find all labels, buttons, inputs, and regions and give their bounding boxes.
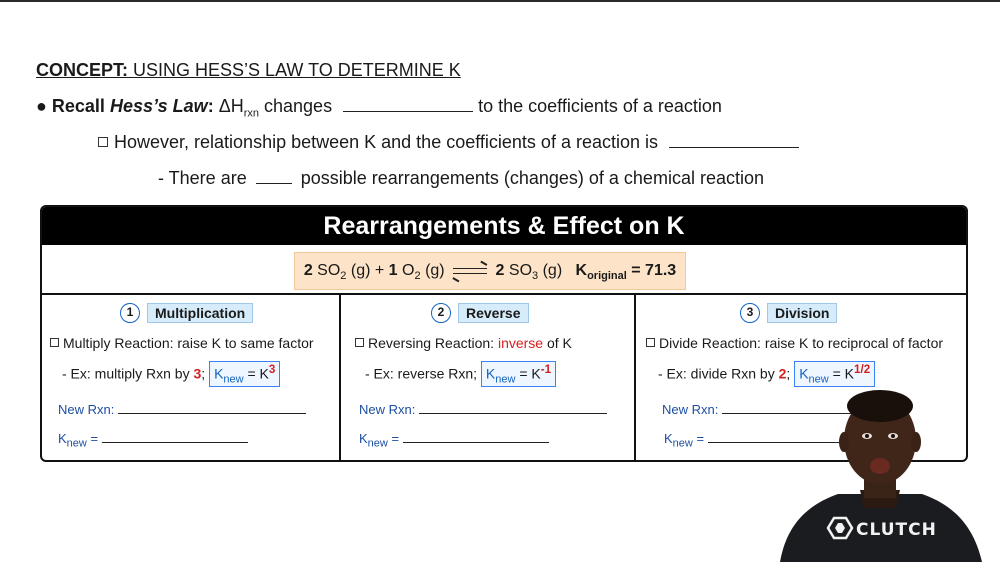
col-title-chip: Multiplication bbox=[147, 303, 253, 323]
column-reverse bbox=[341, 295, 636, 460]
species-so2: SO bbox=[317, 262, 341, 279]
top-rule bbox=[0, 0, 1000, 2]
example-factor: 3 bbox=[193, 365, 202, 382]
fill-blank-2[interactable] bbox=[669, 134, 799, 148]
checkbox-icon bbox=[355, 338, 364, 347]
rule-text bbox=[50, 335, 314, 351]
k-exp: -1 bbox=[540, 363, 552, 376]
phase-plus: (g) + bbox=[350, 262, 385, 279]
example-prefix: - Ex: multiply Rxn by bbox=[62, 365, 194, 382]
knew-eq: = bbox=[86, 431, 99, 446]
col-heading bbox=[740, 303, 837, 323]
k-relationship-text: However, relationship between K and the coefficients of a reaction is bbox=[114, 132, 658, 152]
phase-g-2: (g) bbox=[542, 262, 563, 279]
coef-1: 2 bbox=[303, 262, 313, 279]
k-value: = 71.3 bbox=[631, 262, 677, 279]
clutch-logo-text: CLUTCH bbox=[856, 520, 937, 540]
k-label: K bbox=[799, 365, 809, 382]
step-number-icon: 2 bbox=[431, 303, 451, 323]
k-sub: new bbox=[808, 373, 829, 386]
original-reaction bbox=[294, 252, 686, 290]
reaction-row bbox=[42, 245, 966, 295]
hess-law-label: Hess’s Law bbox=[109, 96, 208, 116]
rearrangements-text: possible rearrangements (changes) of a chemical reaction bbox=[300, 168, 764, 188]
k-label: K bbox=[485, 365, 496, 382]
k-sub: new bbox=[223, 373, 244, 386]
k-new-field bbox=[359, 431, 549, 450]
there-are-text: - There are bbox=[158, 168, 247, 188]
k-eq: = K bbox=[515, 365, 541, 382]
rule-text bbox=[355, 335, 572, 351]
new-rxn-blank[interactable] bbox=[419, 404, 607, 414]
bullet-icon: ● bbox=[36, 96, 47, 116]
step-number-icon: 3 bbox=[740, 303, 760, 323]
k-new-blank[interactable] bbox=[102, 433, 248, 443]
k-eq: = K bbox=[828, 365, 855, 382]
col-title-chip: Division bbox=[767, 303, 837, 323]
col-heading bbox=[120, 303, 253, 323]
fill-blank-1[interactable] bbox=[343, 98, 473, 112]
knew-sub: new bbox=[66, 437, 87, 450]
k-new-formula bbox=[481, 361, 556, 387]
delta-h-symbol: ΔH bbox=[218, 96, 244, 116]
k-exp: 3 bbox=[268, 363, 276, 376]
checkbox-icon bbox=[50, 338, 59, 347]
example-line bbox=[365, 361, 556, 387]
knew-sub: new bbox=[367, 437, 388, 450]
phase-g: (g) bbox=[425, 262, 445, 279]
knew-sub: new bbox=[672, 437, 693, 450]
rearrangements-line bbox=[158, 168, 764, 189]
step-number-icon: 1 bbox=[120, 303, 140, 323]
new-rxn-label: New Rxn: bbox=[662, 402, 719, 417]
new-rxn-label: New Rxn: bbox=[58, 402, 115, 417]
hess-law-line bbox=[36, 96, 722, 120]
rule-end: of K bbox=[543, 335, 572, 351]
example-factor: 2 bbox=[778, 365, 787, 382]
knew-eq: = bbox=[692, 431, 705, 446]
example-prefix: - Ex: reverse Rxn; bbox=[365, 365, 478, 382]
sub-2: 2 bbox=[340, 270, 347, 283]
recall-label: Recall bbox=[51, 96, 105, 116]
example-sep: ; bbox=[201, 365, 206, 382]
k-label: K bbox=[214, 365, 224, 382]
k-original-sub: original bbox=[587, 270, 627, 283]
sub-3: 3 bbox=[532, 270, 539, 283]
coef-3: 2 bbox=[495, 262, 505, 279]
col-heading bbox=[431, 303, 529, 323]
colon: : bbox=[207, 96, 214, 116]
coef-2: 1 bbox=[388, 262, 398, 279]
checkbox-icon bbox=[98, 137, 108, 147]
rule-highlight: inverse bbox=[497, 335, 544, 351]
changes-text: changes bbox=[259, 96, 333, 116]
table-title: Rearrangements & Effect on K bbox=[42, 207, 966, 245]
equilibrium-arrow-icon bbox=[453, 265, 487, 277]
k-symbol: K bbox=[575, 262, 588, 279]
k-new-blank[interactable] bbox=[403, 433, 549, 443]
concept-text: USING HESS’S LAW TO DETERMINE K bbox=[133, 60, 461, 80]
presenter-video bbox=[760, 378, 1000, 562]
species-o2: O bbox=[402, 262, 415, 279]
k-eq: = K bbox=[243, 365, 269, 382]
new-rxn-field bbox=[58, 402, 306, 417]
concept-label: CONCEPT: bbox=[36, 60, 129, 80]
knew-label: K bbox=[58, 431, 67, 446]
checkbox-icon bbox=[646, 338, 655, 347]
k-new-formula bbox=[209, 361, 280, 387]
knew-eq: = bbox=[387, 431, 400, 446]
k-relationship-line bbox=[98, 132, 799, 153]
rule-text bbox=[646, 335, 943, 351]
species-so3: SO bbox=[508, 262, 533, 279]
rule-label: Divide Reaction: raise K to reciprocal of factor bbox=[659, 335, 944, 351]
example-sep: ; bbox=[786, 365, 791, 382]
k-new-field bbox=[58, 431, 248, 450]
new-rxn-label: New Rxn: bbox=[359, 402, 416, 417]
example-line bbox=[62, 361, 280, 387]
fill-blank-3[interactable] bbox=[256, 170, 292, 184]
column-multiplication bbox=[42, 295, 341, 460]
new-rxn-field bbox=[359, 402, 607, 417]
knew-label: K bbox=[664, 431, 673, 446]
rule-label: Reversing Reaction: bbox=[368, 335, 498, 351]
new-rxn-blank[interactable] bbox=[118, 404, 306, 414]
rule-label: Multiply Reaction: raise K to same factor bbox=[63, 335, 314, 351]
example-prefix: - Ex: divide Rxn by bbox=[658, 365, 779, 382]
page-title bbox=[36, 60, 461, 81]
k-exp: 1/2 bbox=[854, 363, 871, 376]
coefficients-text: to the coefficients of a reaction bbox=[473, 96, 722, 116]
sub-o2: 2 bbox=[414, 270, 421, 283]
knew-label: K bbox=[359, 431, 368, 446]
rxn-subscript: rxn bbox=[243, 107, 260, 120]
col-title-chip: Reverse bbox=[458, 303, 529, 323]
k-sub: new bbox=[495, 373, 516, 386]
